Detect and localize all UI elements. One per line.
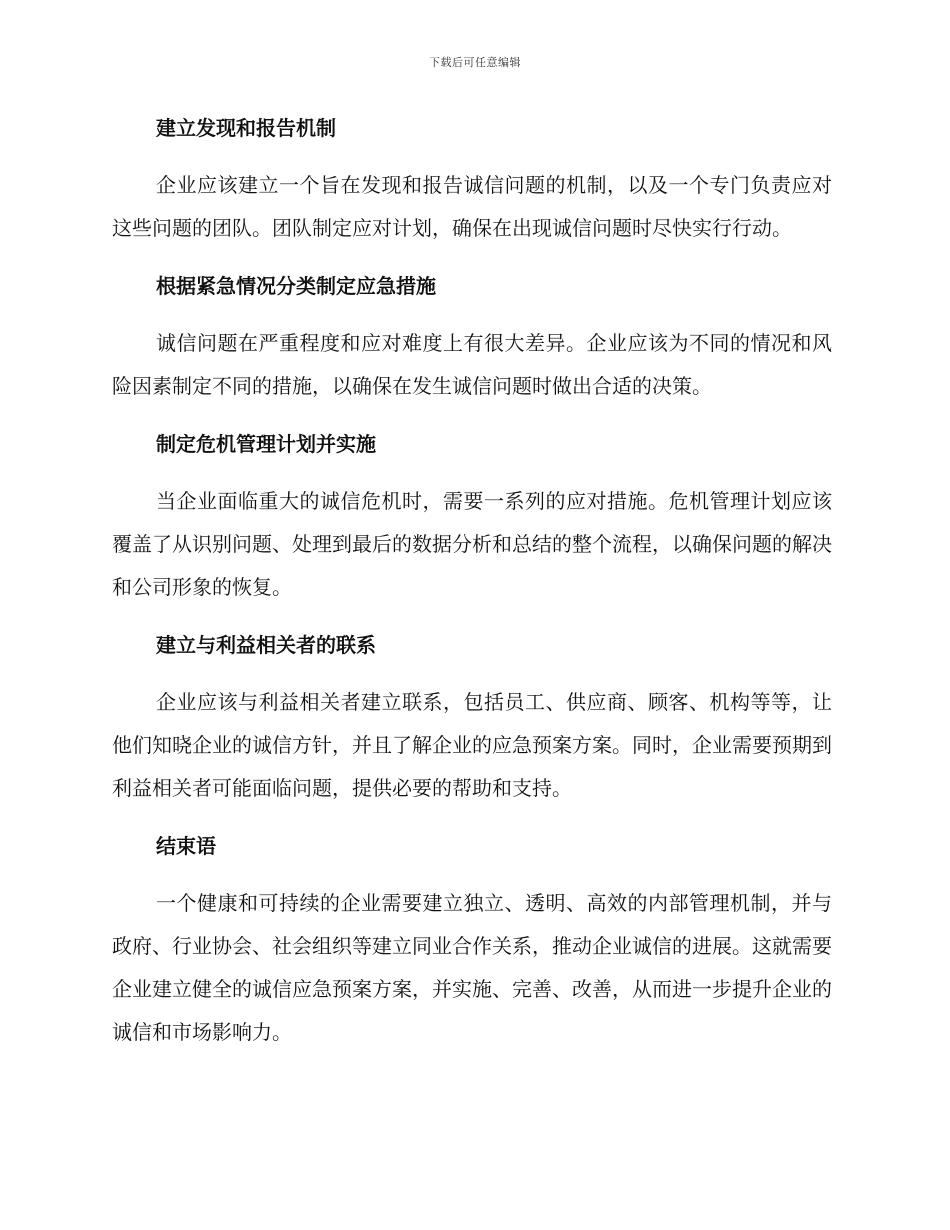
section-heading: 结束语 — [156, 834, 216, 858]
section-heading: 根据紧急情况分类制定应急措施 — [156, 274, 436, 298]
section-heading: 建立发现和报告机制 — [156, 116, 336, 140]
section-stakeholders — [112, 633, 832, 810]
section-crisis-plan — [112, 432, 832, 609]
section-heading: 制定危机管理计划并实施 — [156, 432, 376, 456]
section-paragraph: 企业应该建立一个旨在发现和报告诚信问题的机制，以及一个专门负责应对这些问题的团队。团队制定应对计划，确保在出现诚信问题时尽快实行行动。 — [112, 173, 832, 240]
section-paragraph: 企业应该与利益相关者建立联系，包括员工、供应商、顾客、机构等等，让他们知晓企业的诚信方针，并且了解企业的应急预案方案。同时，企业需要预期到利益相关者可能面临问题，提供必要的帮助和支持。 — [112, 690, 832, 800]
section-emergency-measures — [112, 274, 832, 408]
section-conclusion — [112, 834, 832, 1054]
section-discovery-reporting — [112, 116, 832, 250]
section-paragraph: 一个健康和可持续的企业需要建立独立、透明、高效的内部管理机制，并与政府、行业协会、社会组织等建立同业合作关系，推动企业诚信的进展。这就需要企业建立健全的诚信应急预案方案，并实施、完善、改善，从而进一步提升企业的诚信和市场影响力。 — [112, 891, 832, 1044]
document-content — [112, 110, 832, 1078]
page-header: 下载后可任意编辑 — [429, 56, 521, 69]
section-heading: 建立与利益相关者的联系 — [156, 633, 376, 657]
section-paragraph: 当企业面临重大的诚信危机时，需要一系列的应对措施。危机管理计划应该覆盖了从识别问题、处理到最后的数据分析和总结的整个流程，以确保问题的解决和公司形象的恢复。 — [112, 489, 832, 599]
section-paragraph: 诚信问题在严重程度和应对难度上有很大差异。企业应该为不同的情况和风险因素制定不同的措施，以确保在发生诚信问题时做出合适的决策。 — [112, 331, 832, 398]
